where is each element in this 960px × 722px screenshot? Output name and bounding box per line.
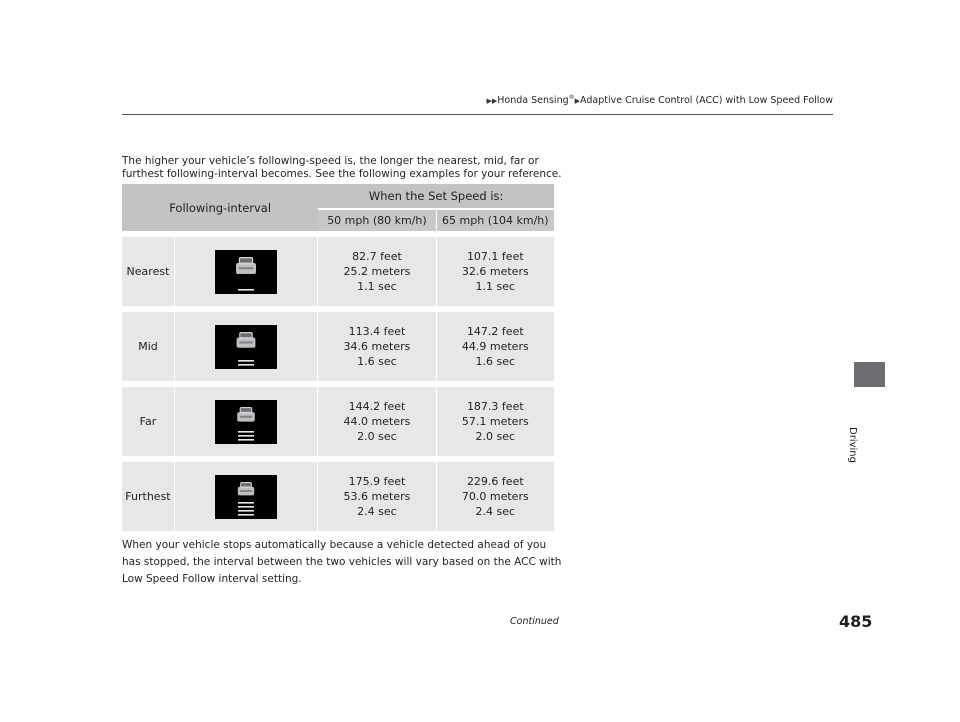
breadcrumb xyxy=(470,94,833,106)
table-row xyxy=(122,385,554,456)
row-label: Nearest xyxy=(122,235,175,306)
interval-display-icon xyxy=(215,475,277,519)
continued-note: Continued xyxy=(510,616,559,627)
outro-paragraph: When your vehicle stops automatically because a vehicle detected ahead of you has stopped, the interval between the two vehicles will vary based on the ACC with Low Speed Follow interval setting. xyxy=(122,539,562,585)
row-label: Mid xyxy=(122,310,175,381)
value-cell: 107.1 feet 32.6 meters 1.1 sec xyxy=(437,235,554,306)
interval-display-icon xyxy=(215,325,277,369)
interval-display-icon xyxy=(215,250,277,294)
row-label: Far xyxy=(122,385,175,456)
value-cell: 175.9 feet 53.6 meters 2.4 sec xyxy=(318,460,436,531)
row-label: Furthest xyxy=(122,460,175,531)
intro-paragraph: The higher your vehicle’s following-speed is, the longer the nearest, mid, far or furthest following-interval becomes. See the following examples for your reference. xyxy=(122,155,562,180)
header-rule xyxy=(122,114,833,115)
header-following-interval: Following-interval xyxy=(122,184,318,231)
header-speed-50: 50 mph (80 km/h) xyxy=(318,210,436,231)
triangle-icon: ▶▶ xyxy=(486,97,498,106)
value-cell: 229.6 feet 70.0 meters 2.4 sec xyxy=(437,460,554,531)
table-row xyxy=(122,310,554,381)
section-label: Driving xyxy=(847,427,858,463)
triangle-icon: ▶ xyxy=(574,97,581,106)
value-cell: 82.7 feet 25.2 meters 1.1 sec xyxy=(318,235,436,306)
breadcrumb-honda-sensing: Honda Sensing xyxy=(497,95,569,107)
value-cell: 113.4 feet 34.6 meters 1.6 sec xyxy=(318,310,436,381)
section-tab xyxy=(854,362,885,387)
value-cell: 187.3 feet 57.1 meters 2.0 sec xyxy=(437,385,554,456)
interval-display-icon xyxy=(215,400,277,444)
table-row xyxy=(122,235,554,306)
header-speed-65: 65 mph (104 km/h) xyxy=(437,210,554,231)
registered-mark: ® xyxy=(568,94,575,101)
table-row xyxy=(122,460,554,531)
page-number: 485 xyxy=(839,612,873,631)
table-header-row xyxy=(122,184,554,210)
value-cell: 144.2 feet 44.0 meters 2.0 sec xyxy=(318,385,436,456)
interval-table xyxy=(122,184,554,531)
header-set-speed: When the Set Speed is: xyxy=(318,184,554,210)
value-cell: 147.2 feet 44.9 meters 1.6 sec xyxy=(437,310,554,381)
breadcrumb-acc: Adaptive Cruise Control (ACC) with Low Speed Follow xyxy=(580,95,833,107)
